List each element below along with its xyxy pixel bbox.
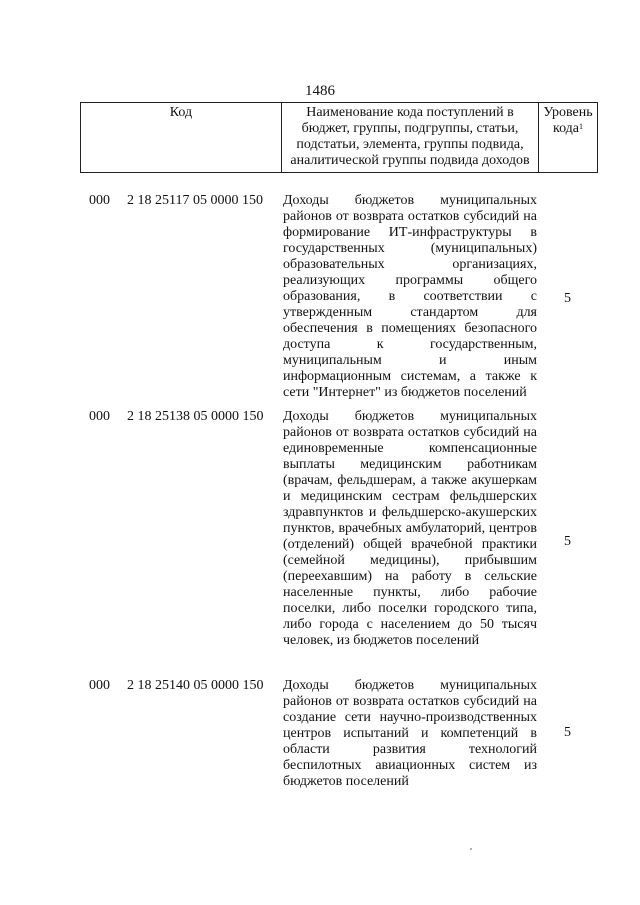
row-level: 5 [564, 534, 571, 549]
row-income-code: 2 18 25138 05 0000 150 [127, 409, 264, 424]
row-income-code: 2 18 25140 05 0000 150 [127, 678, 264, 693]
header-level [539, 103, 598, 173]
row-name: Доходы бюджетов муниципальных районов от возврата остатков субсидий на единовременные компенсационные выплаты медицинским работникам (врачам, фельдшерам, а также акушеркам и медицинским сестрам фельдшерских здравпунктов и фельдшерско-акушерских пунктов, врачебных амбулаторий, центров (отделений) общей врачебной практики (семейной медицины), прибывшим (переехавшим) на работу в сельские населенные пункты, либо рабочие поселки, либо поселки городского типа, либо города с населением до 50 тысяч человек, из бюджетов поселений [283, 409, 537, 648]
row-level: 5 [564, 725, 571, 740]
scan-speck [470, 848, 472, 850]
row-admin-code: 000 [89, 678, 110, 693]
header-code: Код [81, 103, 282, 173]
header-level-footnote: 1 [579, 122, 584, 131]
header-level-label: Уровень кода [543, 105, 593, 136]
header-name: Наименование кода поступлений в бюджет, группы, подгруппы, статьи, подстатьи, элемента, группы подвида, аналитической группы подвида доходов [281, 103, 538, 173]
row-name: Доходы бюджетов муниципальных районов от возврата остатков субсидий на создание сети научно-производственных центров испытаний и компетенций в области развития технологий беспилотных авиационных систем из бюджетов поселений [283, 678, 537, 789]
row-income-code: 2 18 25117 05 0000 150 [127, 193, 263, 208]
page-number: 1486 [305, 83, 335, 99]
row-level: 5 [564, 291, 571, 306]
row-admin-code: 000 [89, 409, 110, 424]
table-header [80, 102, 598, 173]
row-admin-code: 000 [89, 193, 110, 208]
row-name: Доходы бюджетов муниципальных районов от возврата остатков субсидий на формирование ИТ-инфраструктуры в государственных (муниципальных) образовательных организациях, реализующих программы общего образования, в соответствии с утвержденным стандартом для обеспечения в помещениях безопасного доступа к государственным, муниципальным и иным информационным системам, а также к сети "Интернет" из бюджетов поселений [283, 193, 537, 400]
